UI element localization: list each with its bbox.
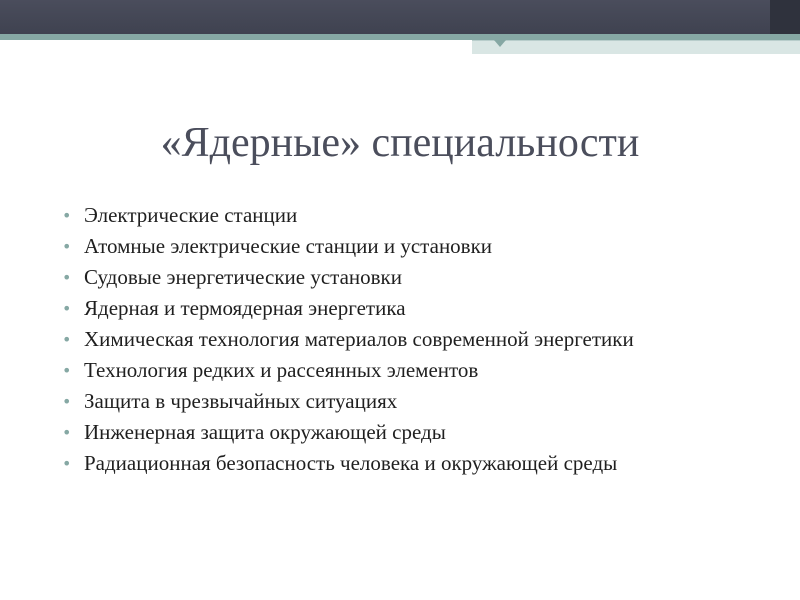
header-band-corner <box>770 0 800 34</box>
list-item <box>62 388 762 415</box>
bullet-dot-icon: • <box>62 423 72 442</box>
list-item-text: Ядерная и термоядерная энергетика <box>84 296 406 320</box>
bullet-dot-icon: • <box>62 361 72 380</box>
list-item <box>62 450 762 477</box>
slide-title: «Ядерные» специальности <box>160 120 640 166</box>
list-item <box>62 326 762 353</box>
specialties-list <box>62 202 762 481</box>
list-item <box>62 264 762 291</box>
bullet-dot-icon: • <box>62 454 72 473</box>
list-item-text: Судовые энергетические установки <box>84 265 402 289</box>
header-band <box>0 0 800 34</box>
list-item-text: Химическая технология материалов современной энергетики <box>84 327 634 351</box>
bullet-dot-icon: • <box>62 392 72 411</box>
accent-light-band <box>472 40 800 54</box>
list-item-text: Защита в чрезвычайных ситуациях <box>84 389 398 413</box>
bullet-dot-icon: • <box>62 268 72 287</box>
list-item-text: Инженерная защита окружающей среды <box>84 420 446 444</box>
list-item <box>62 419 762 446</box>
bullet-dot-icon: • <box>62 299 72 318</box>
list-item-text: Электрические станции <box>84 203 298 227</box>
list-item <box>62 233 762 260</box>
list-item-text: Радиационная безопасность человека и окружающей среды <box>84 451 618 475</box>
accent-divider <box>472 40 800 41</box>
bullet-dot-icon: • <box>62 206 72 225</box>
bullet-dot-icon: • <box>62 330 72 349</box>
bullet-dot-icon: • <box>62 237 72 256</box>
list-item-text: Атомные электрические станции и установки <box>84 234 493 258</box>
list-item <box>62 295 762 322</box>
list-item <box>62 202 762 229</box>
list-item-text: Технология редких и рассеянных элементов <box>84 358 479 382</box>
triangle-marker-icon <box>494 40 506 47</box>
list-item <box>62 357 762 384</box>
